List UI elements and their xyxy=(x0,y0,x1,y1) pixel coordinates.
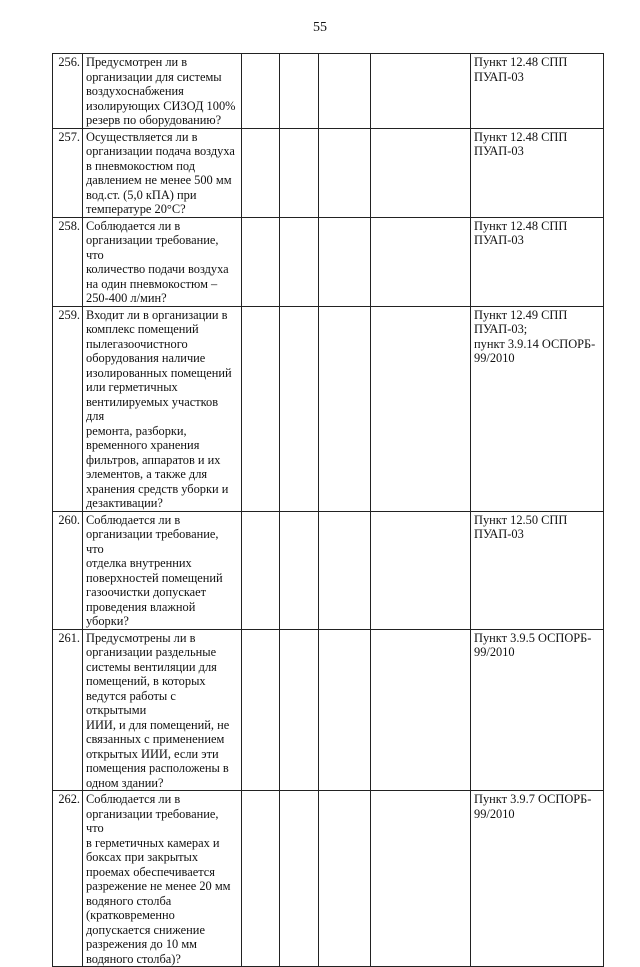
answer-cell xyxy=(280,128,319,217)
answer-cell xyxy=(280,629,319,791)
answer-cell xyxy=(319,217,371,306)
reference-text: Пункт 3.9.5 ОСПОРБ- 99/2010 xyxy=(471,629,604,791)
answer-cell xyxy=(280,306,319,511)
answer-cell xyxy=(319,791,371,967)
answer-cell xyxy=(371,629,471,791)
question-text: Соблюдается ли в организации требование, что в герметичных камерах и боксах при закрытых проемах обеспечивается разрежение не менее 20 мм водяного столба (кратковременно допускается снижение разрежения до 10 мм водяного столба)? xyxy=(83,791,242,967)
row-number: 259. xyxy=(53,306,83,511)
question-text: Соблюдается ли в организации требование, что отделка внутренних поверхностей помещений газоочистки допускает проведения влажной уборки? xyxy=(83,511,242,629)
reference-text: Пункт 3.9.7 ОСПОРБ- 99/2010 xyxy=(471,791,604,967)
row-number: 256. xyxy=(53,54,83,129)
row-number: 257. xyxy=(53,128,83,217)
reference-text: Пункт 12.48 СПП ПУАП-03 xyxy=(471,54,604,129)
question-text: Предусмотрены ли в организации раздельные системы вентиляции для помещений, в которых ведутся работы с открытыми ИИИ, и для помещений, не связанных с применением открытых ИИИ, если эти помещения расположены в одном здании? xyxy=(83,629,242,791)
answer-cell xyxy=(242,217,280,306)
answer-cell xyxy=(242,306,280,511)
answer-cell xyxy=(280,511,319,629)
question-text: Входит ли в организации в комплекс помещений пылегазоочистного оборудования наличие изолированных помещений или герметичных вентилируемых участков для ремонта, разборки, временного хранения фильтров, аппаратов и их элементов, а также для хранения средств уборки и дезактивации? xyxy=(83,306,242,511)
reference-text: Пункт 12.48 СПП ПУАП-03 xyxy=(471,217,604,306)
answer-cell xyxy=(280,217,319,306)
answer-cell xyxy=(371,217,471,306)
table-row xyxy=(53,306,604,511)
answer-cell xyxy=(242,791,280,967)
row-number: 262. xyxy=(53,791,83,967)
table-row xyxy=(53,629,604,791)
checklist-table xyxy=(52,53,604,967)
row-number: 260. xyxy=(53,511,83,629)
reference-text: Пункт 12.48 СПП ПУАП-03 xyxy=(471,128,604,217)
answer-cell xyxy=(371,128,471,217)
answer-cell xyxy=(280,791,319,967)
answer-cell xyxy=(242,629,280,791)
answer-cell xyxy=(280,54,319,129)
answer-cell xyxy=(371,511,471,629)
row-number: 258. xyxy=(53,217,83,306)
question-text: Осуществляется ли в организации подача воздуха в пневмокостюм под давлением не менее 500 мм вод.ст. (5,0 кПА) при температуре 20°С? xyxy=(83,128,242,217)
answer-cell xyxy=(371,54,471,129)
page-number: 55 xyxy=(313,20,327,35)
answer-cell xyxy=(319,128,371,217)
table-row xyxy=(53,791,604,967)
question-text: Соблюдается ли в организации требование, что количество подачи воздуха на один пневмокостюм – 250-400 л/мин? xyxy=(83,217,242,306)
table-row xyxy=(53,128,604,217)
answer-cell xyxy=(319,306,371,511)
answer-cell xyxy=(242,511,280,629)
answer-cell xyxy=(371,306,471,511)
question-text: Предусмотрен ли в организации для системы воздухоснабжения изолирующих СИЗОД 100% резерв по оборудованию? xyxy=(83,54,242,129)
answer-cell xyxy=(319,511,371,629)
answer-cell xyxy=(371,791,471,967)
reference-text: Пункт 12.49 СПП ПУАП-03; пункт 3.9.14 ОСПОРБ- 99/2010 xyxy=(471,306,604,511)
table-row xyxy=(53,217,604,306)
answer-cell xyxy=(319,629,371,791)
answer-cell xyxy=(319,54,371,129)
row-number: 261. xyxy=(53,629,83,791)
answer-cell xyxy=(242,54,280,129)
answer-cell xyxy=(242,128,280,217)
reference-text: Пункт 12.50 СПП ПУАП-03 xyxy=(471,511,604,629)
table-row xyxy=(53,511,604,629)
table-row xyxy=(53,54,604,129)
